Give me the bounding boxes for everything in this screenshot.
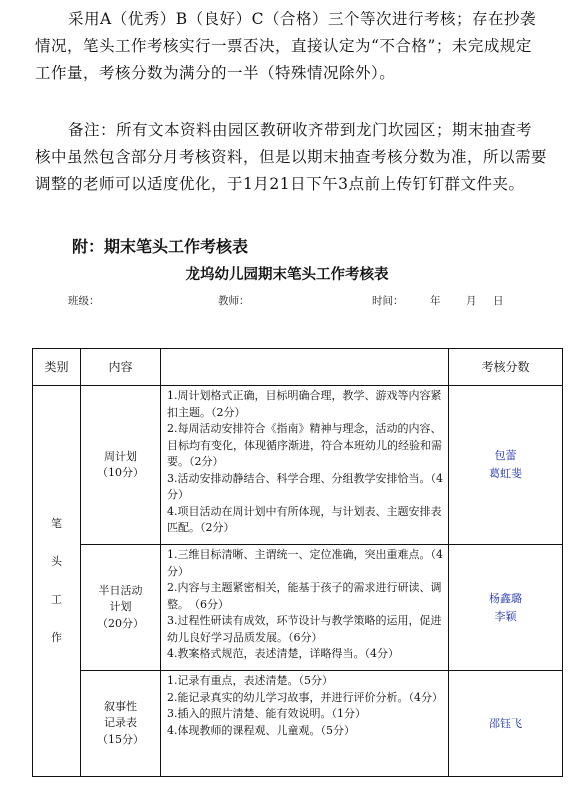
table-row-weekly-plan [33, 386, 563, 545]
paragraph-note [35, 117, 547, 198]
paragraph-grading-text: 采用A（优秀）B（良好）C（合格）三个等次进行考核；存在抄袭情况，笔头工作考核实行一票否决，直接认定为“不合格”；未完成规定工作量，考核分数为满分的一半（特殊情况除外）。 [35, 10, 536, 82]
year-label: 年 [430, 295, 441, 307]
criterion: 1.记录有重点，表述清楚。（5分） [167, 674, 333, 687]
assessment-table [32, 348, 563, 777]
item-weekly-plan [81, 386, 161, 545]
category-char: 工 [51, 593, 62, 606]
class-label: 班级： [68, 295, 100, 307]
criterion: 4.项目活动在周计划中有所体现，与计划表、主题安排表匹配。（2分） [167, 504, 442, 534]
category-char: 头 [51, 555, 62, 568]
table-title: 龙坞幼儿园期末笔头工作考核表 [185, 267, 389, 283]
table-row-half-day-plan [33, 545, 563, 671]
criteria-half-day-plan [161, 545, 449, 671]
criterion: 2.能记录真实的幼儿学习故事，并进行评价分析。（4分） [167, 690, 443, 704]
category-cell [33, 386, 81, 777]
assessor-name: 杨鑫璐 [489, 591, 522, 605]
header-category: 类别 [33, 349, 81, 386]
criterion: 3.插入的照片清楚、能有效说明。（1分） [167, 707, 366, 720]
criterion: 3.过程性研读有成效，环节设计与教学策略的运用，促进幼儿良好学习品质发展。（6分） [167, 614, 442, 644]
assessor-narrative-record [449, 671, 563, 777]
criterion: 2.内容与主题紧密相关，能基于孩子的需求进行研读、调整。 （6分） [167, 581, 442, 611]
criterion: 1.周计划格式正确，目标明确合理，教学、游戏等内容紧扣主题。（2分） [167, 389, 442, 419]
criterion: 2.每周活动安排符合《指南》精神与理念，活动的内容、目标均有变化，体现循序渐进，符合本班幼儿的经验和需要。（2分） [167, 422, 442, 468]
assessor-name: 包蕾 [494, 449, 517, 462]
assessor-half-day-plan [449, 545, 563, 671]
table-row-narrative-record [33, 671, 563, 777]
month-label: 月 [466, 295, 477, 307]
category-char: 作 [51, 631, 62, 644]
header-content: 内容 [81, 349, 161, 386]
paragraph-note-text: 备注：所有文本资料由园区教研收齐带到龙门坎园区；期末抽查考核中虽然包含部分月考核资料，但是以期末抽查考核分数为准，所以需要调整的老师可以适度优化，于1月21日下午3点前上传钉钉群文件夹。 [35, 121, 548, 193]
item-name: 半日活动计划 [98, 583, 143, 614]
header-score: 考核分数 [449, 349, 563, 386]
item-name: 叙事性记录表 [104, 699, 137, 730]
day-label: 日 [493, 295, 504, 307]
paragraph-grading [35, 6, 547, 87]
criterion: 4.教案格式规范，表述清楚，详略得当。（4分） [167, 647, 399, 660]
item-narrative-record [81, 671, 161, 777]
criterion: 3.活动安排动静结合、科学合理、分组教学安排恰当。（4分） [167, 471, 443, 501]
category-char: 笔 [51, 517, 62, 530]
criteria-weekly-plan [161, 386, 449, 545]
criterion: 4.体现教师的课程观、儿童观。（5分） [167, 723, 355, 737]
header-criteria [161, 349, 449, 386]
time-label: 时间： [372, 295, 404, 307]
assessor-weekly-plan [449, 386, 563, 545]
teacher-label: 教师： [218, 295, 250, 307]
item-name: 周计划 [104, 449, 137, 463]
item-points: （15分） [97, 732, 144, 746]
item-points: （10分） [97, 466, 144, 479]
appendix-title: 附：期末笔头工作考核表 [72, 237, 249, 256]
criterion: 1.三维目标清晰、主谓统一、定位准确，突出重难点。（4分） [167, 548, 443, 578]
criteria-narrative-record [161, 671, 449, 777]
item-points: （20分） [97, 616, 144, 630]
assessor-name: 邵钰飞 [489, 716, 522, 730]
assessor-name: 李颖 [494, 609, 517, 623]
item-half-day-plan [81, 545, 161, 671]
assessor-name: 葛虹斐 [489, 467, 522, 480]
table-header-row [33, 349, 563, 386]
